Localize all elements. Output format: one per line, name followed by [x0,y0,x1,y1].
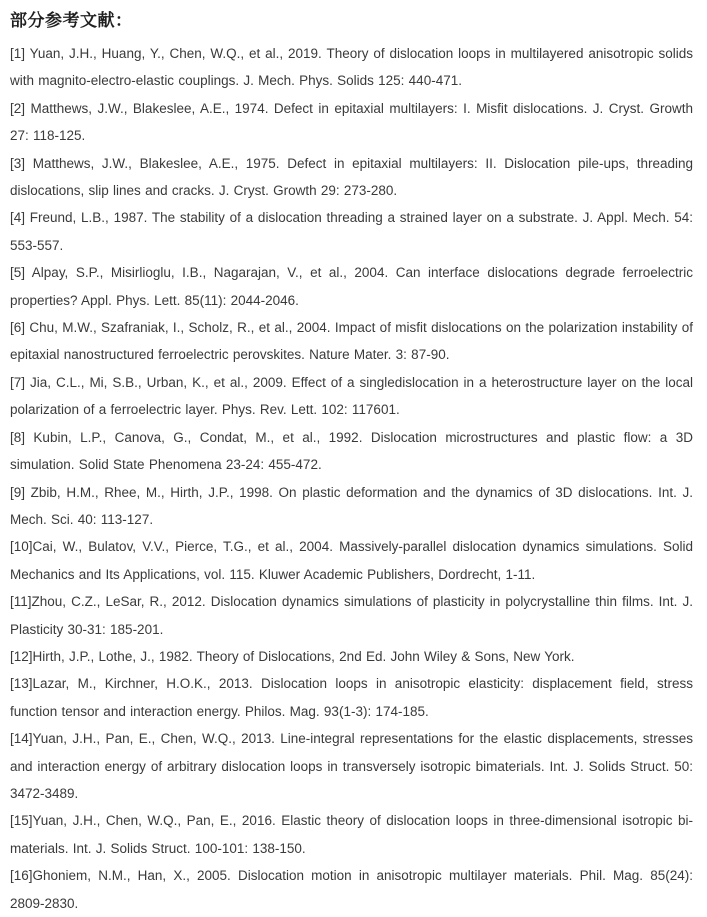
reference-list [10,40,693,917]
reference-item-16: [16]Ghoniem, N.M., Han, X., 2005. Dislocation motion in anisotropic multilayer materials. Phil. Mag. 85(24): 2809-2830. [10,868,693,911]
page-title: 部分参考文献： [10,11,133,30]
reference-item-7: [7] Jia, C.L., Mi, S.B., Urban, K., et al., 2009. Effect of a singledislocation in a heterostructure layer on the local polarization of a ferroelectric layer. Phys. Rev. Lett. 102: 117601. [10,374,693,418]
reference-item-10: [10]Cai, W., Bulatov, V.V., Pierce, T.G., et al., 2004. Massively-parallel dislocation dynamics simulations. Solid Mechanics and Its Applications, vol. 115. Kluwer Academic Publishers, Dordrecht, 1-11. [10,539,693,582]
reference-item-3: [3] Matthews, J.W., Blakeslee, A.E., 1975. Defect in epitaxial multilayers: II. Dislocation pile-ups, threading dislocations, slip lines and cracks. J. Cryst. Growth 29: 273-280. [10,155,693,199]
reference-item-13: [13]Lazar, M., Kirchner, H.O.K., 2013. Dislocation loops in anisotropic elasticity: displacement field, stress function tensor and interaction energy. Philos. Mag. 93(1-3): 174-185. [10,676,693,719]
reference-item-6: [6] Chu, M.W., Szafraniak, I., Scholz, R., et al., 2004. Impact of misfit dislocations on the polarization instability of epitaxial nanostructured ferroelectric perovskites. Nature Mater. 3: 87-90. [10,320,693,363]
reference-item-8: [8] Kubin, L.P., Canova, G., Condat, M., et al., 1992. Dislocation microstructures and plastic flow: a 3D simulation. Solid State Phenomena 23-24: 455-472. [10,429,693,473]
reference-item-12: [12]Hirth, J.P., Lothe, J., 1982. Theory of Dislocations, 2nd Ed. John Wiley & Sons, New York. [10,648,575,664]
reference-item-5: [5] Alpay, S.P., Misirlioglu, I.B., Nagarajan, V., et al., 2004. Can interface dislocations degrade ferroelectric properties? Appl. Phys. Lett. 85(11): 2044-2046. [10,265,693,308]
reference-item-14: [14]Yuan, J.H., Pan, E., Chen, W.Q., 2013. Line-integral representations for the elastic displacements, stresses and interaction energy of arbitrary dislocation loops in transversely isotropic bimaterials. Int. J. Solids Struct. 50: 3472-3489. [10,731,693,801]
reference-item-9: [9] Zbib, H.M., Rhee, M., Hirth, J.P., 1998. On plastic deformation and the dynamics of 3D dislocations. Int. J. Mech. Sci. 40: 113-127. [10,484,693,527]
reference-item-15: [15]Yuan, J.H., Chen, W.Q., Pan, E., 2016. Elastic theory of dislocation loops in three-dimensional isotropic bi-materials. Int. J. Solids Struct. 100-101: 138-150. [10,813,693,856]
reference-item-2: [2] Matthews, J.W., Blakeslee, A.E., 1974. Defect in epitaxial multilayers: I. Misfit dislocations. J. Cryst. Growth 27: 118-125. [10,100,693,144]
reference-item-11: [11]Zhou, C.Z., LeSar, R., 2012. Dislocation dynamics simulations of plasticity in polycrystalline thin films. Int. J. Plasticity 30-31: 185-201. [10,594,693,637]
reference-item-1: [1] Yuan, J.H., Huang, Y., Chen, W.Q., et al., 2019. Theory of dislocation loops in multilayered anisotropic solids with magnito-electro-elastic couplings. J. Mech. Phys. Solids 125: 440-471. [10,46,693,89]
reference-item-4: [4] Freund, L.B., 1987. The stability of a dislocation threading a strained layer on a substrate. J. Appl. Mech. 54: 553-557. [10,210,693,253]
